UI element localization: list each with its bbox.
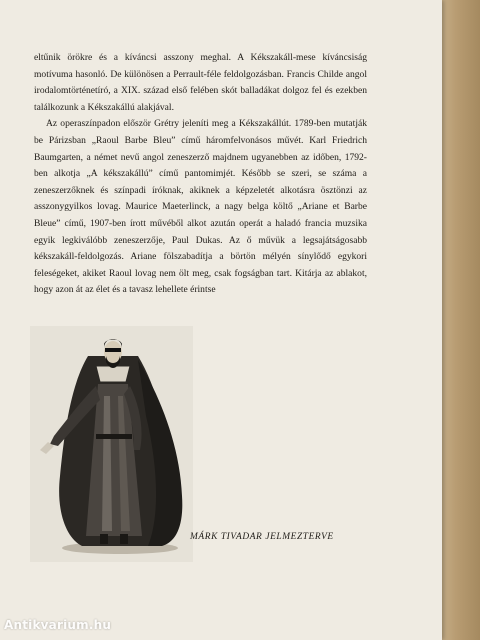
paragraph-2: Az operaszínpadon először Grétry jeleníti meg a Kékszakállút. 1789-ben mutatják be Párizsban „Raoul Barbe Bleu” című háromfelvonásos művét. Karl Friedrich Baumgarten, a német nevű angol zeneszerző majdnem ugyanebben az időben, 1792-ben alkotja „A kékszakállú” című pantomimjét. Később se szeri, se száma a zeneszerzőknek és színpadi íróknak, akiknek a képzeletét alkotásra ösztönzi az asszonygyilkos lovag. Maurice Maeterlinck, a nagy belga költő „Ariane et Barbe Bleue” című, 1907-ben írott művéből alkot azután operát a haladó francia muzsika egyik legkiválóbb zeneszerzője, Paul Dukas. Az ő művük a legsajátságosabb kékszakáll-feldolgozás. Ariane fölszabadítja a börtön mélyén sínylődő egykori feleségeket, akiket Raoul lovag nem ölt meg, csak fogságban tart. Kitárja az ablakot, hogy azon át az élet és a tavasz lehellete érintse xyxy=(34,118,367,296)
illustration-caption: MÁRK TIVADAR JELMEZTERVE xyxy=(190,532,334,542)
costume-figure-drawing xyxy=(30,326,193,562)
paragraph-1: eltűnik örökre és a kíváncsi asszony meghal. A Kékszakáll-mese kíváncsiság motívuma hasonló. De különösen a Perrault-féle feldolgozásban. Francis Childe angol irodalomtörténetíró, a XIX. század első felében skót balladákat dolgoz fel és ezekben találkozunk a Kékszakállú alakjával. xyxy=(34,52,367,113)
book-spine xyxy=(440,0,480,640)
costume-design-illustration xyxy=(30,326,193,562)
body-text xyxy=(34,50,367,299)
watermark-logo: Antikvarium.hu xyxy=(4,618,112,632)
